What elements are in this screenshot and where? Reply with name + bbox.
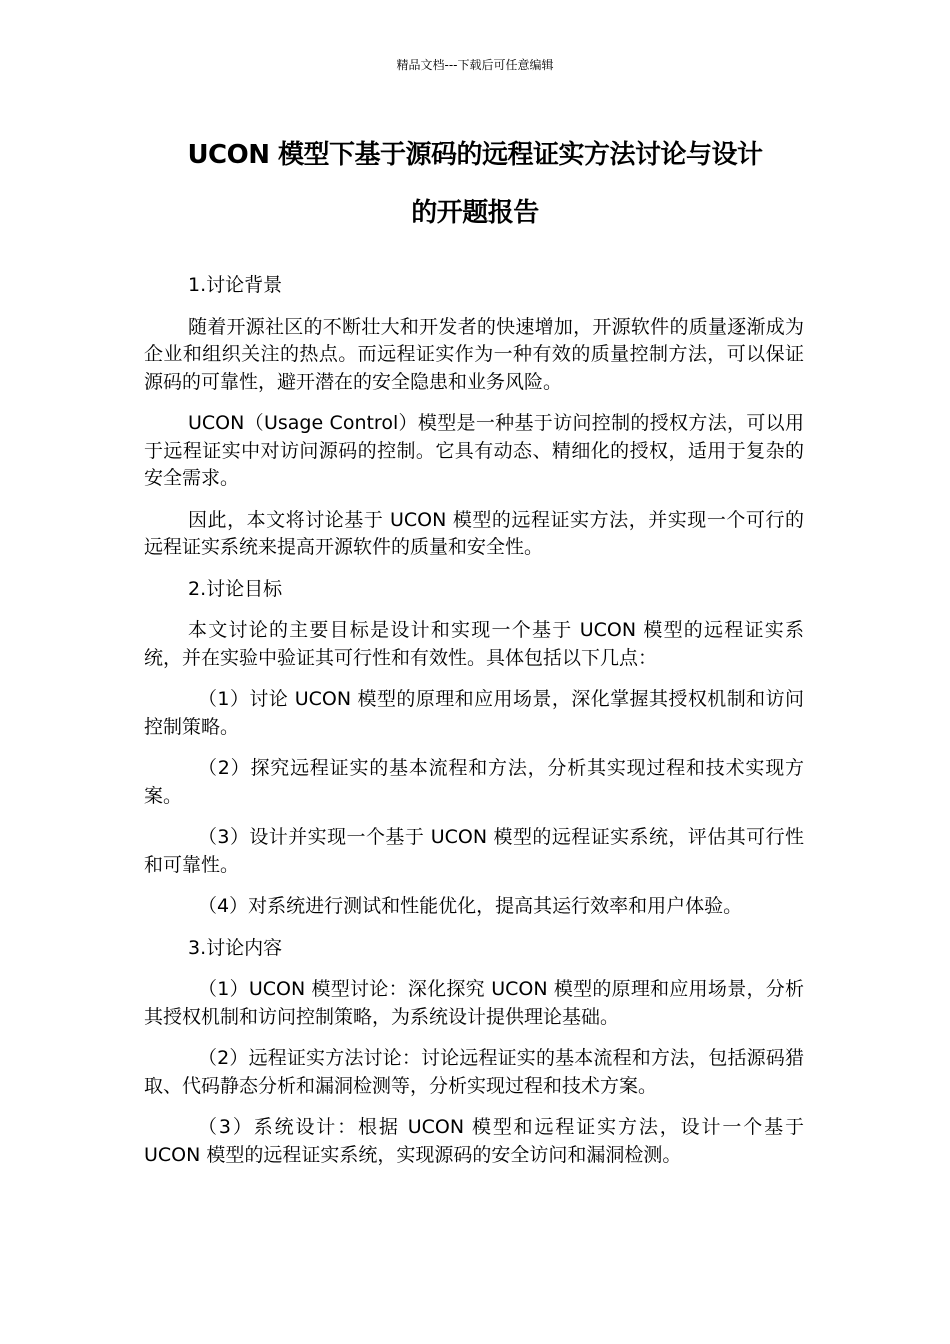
list-item: （1）UCON 模型讨论：深化探究 UCON 模型的原理和应用场景，分析其授权机制和访问控制策略，为系统设计提供理论基础。 bbox=[144, 978, 804, 1028]
section-heading-goals: 2.讨论目标 bbox=[188, 577, 283, 600]
document-title-line-2: 的开题报告 bbox=[411, 198, 539, 228]
document-title-line-1: UCON 模型下基于源码的远程证实方法讨论与设计 bbox=[187, 140, 763, 170]
page-header: 精品文档---下载后可任意编辑 bbox=[396, 58, 554, 72]
document-body bbox=[144, 272, 804, 1169]
paragraph: 因此，本文将讨论基于 UCON 模型的远程证实方法，并实现一个可行的远程证实系统来提高开源软件的质量和安全性。 bbox=[144, 508, 804, 558]
list-item: （3）系统设计：根据 UCON 模型和远程证实方法，设计一个基于 UCON 模型的远程证实系统，实现源码的安全访问和漏洞检测。 bbox=[144, 1116, 804, 1166]
list-item: （1）讨论 UCON 模型的原理和应用场景，深化掌握其授权机制和访问控制策略。 bbox=[144, 688, 804, 738]
paragraph: UCON（Usage Control）模型是一种基于访问控制的授权方法，可以用于远程证实中对访问源码的控制。它具有动态、精细化的授权，适用于复杂的安全需求。 bbox=[144, 412, 804, 489]
list-item: （3）设计并实现一个基于 UCON 模型的远程证实系统，评估其可行性和可靠性。 bbox=[144, 826, 804, 876]
paragraph: 随着开源社区的不断壮大和开发者的快速增加，开源软件的质量逐渐成为企业和组织关注的热点。而远程证实作为一种有效的质量控制方法，可以保证源码的可靠性，避开潜在的安全隐患和业务风险。 bbox=[144, 315, 804, 393]
list-item: （2）远程证实方法讨论：讨论远程证实的基本流程和方法，包括源码猎取、代码静态分析和漏洞检测等，分析实现过程和技术方案。 bbox=[144, 1047, 804, 1097]
section-heading-background: 1.讨论背景 bbox=[188, 274, 283, 296]
list-item: （2）探究远程证实的基本流程和方法，分析其实现过程和技术实现方案。 bbox=[144, 757, 804, 807]
section-heading-content: 3.讨论内容 bbox=[188, 936, 283, 959]
list-item: （4）对系统进行测试和性能优化，提高其运行效率和用户体验。 bbox=[198, 895, 743, 917]
paragraph: 本文讨论的主要目标是设计和实现一个基于 UCON 模型的远程证实系统，并在实验中验证其可行性和有效性。具体包括以下几点： bbox=[144, 619, 804, 669]
